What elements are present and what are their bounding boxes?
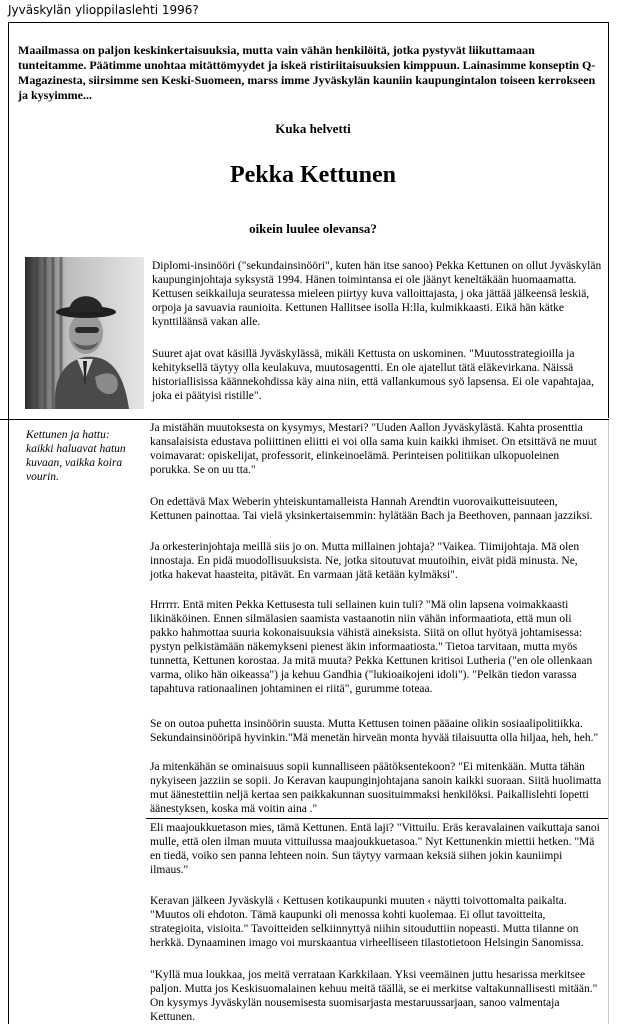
section-divider-lower: [146, 818, 608, 819]
frame-right-border: [608, 22, 609, 418]
frame-left-border: [8, 22, 9, 1024]
portrait-photo-icon: [25, 257, 144, 409]
article-paragraph: Ja mistähän muutoksesta on kysymys, Mestari? "Uuden Aallon Jyväskylästä. Kahta prosenttia kansalaisista edustava poliittinen eliitti ei voi olla sama kuin kaikki ihmiset. On etsittävä ne muut voimavarat: opiskelijat, professorit, elinkeinoelämä. Perinteisen politiikan ulkopuoleinen porukka. Se on uu tta.": [150, 422, 597, 476]
section-divider: [0, 419, 609, 420]
article-paragraph: "Kyllä mua loukkaa, jos meitä verrataan Karkkilaan. Yksi veemäinen juttu hesarissa merkitsee paljon. Mutta jos Keskisuomalainen kehuu meitä täällä, se ei merkitse valtakunnallisesti mitään." On kysymys Jyväskylän nousemisesta suomisarjasta mestaruussarjaan, sanoo valmentaja Kettunen.: [150, 969, 598, 1023]
article-paragraph: Keravan jälkeen Jyväskylä ‹ Kettusen kotikaupunki muuten ‹ näytti toivottomalta paikalta. "Muutos oli ehdoton. Tämä kaupunki oli menossa kohti kuolemaa. Ei ollut tavoitteita, strategioita, visioita." Tavoitteiden selkiinnyttyä niihin sitouduttiin nopeasti. Mutta tilanne on herkkä. Dynaaminen imago voi murskaantua virheelliseen tilastotietoon Helsingin Sanomissa.: [150, 895, 584, 949]
headline-name: Pekka Kettunen: [229, 162, 396, 188]
article-paragraph: Ja mitenkähän se ominaisuus sopii kunnalliseen päätöksentekoon? "Ei mitenkään. Mutta tähän nykyiseen jazziin se sopii. Jo Keravan kaupunginjohtajana sanoin kaikki suoraan. Siitä huolimatta mut äänestettiin neljä kertaa sen paikkakunnan suosituimmaksi henkilöksi. Paikallislehti lopetti äänestyksen, koska mä voitin aina .": [150, 761, 602, 815]
article-paragraph: On edettävä Max Weberin yhteiskuntamalleista Hannah Arendtin vuorovaikutteisuuteen, Kettunen painottaa. Tai vielä yksinkertaisemmin: hylätään Bach ja Beethoven, pannaan jazziksi.: [150, 496, 593, 522]
article-paragraph: Suuret ajat ovat käsillä Jyväskylässä, mikäli Kettusta on uskominen. "Muutosstrategioilla ja kehityksellä täytyy olla keulakuva, muutosagentti. En ole ajatellut tätä eläkevirkana. Näissä historiallisissa käännekohdissa käy aina niin, että vallankumous syö lapsensa. Ei ole vapahtajaa, joka ei päätyisi ristille".: [152, 348, 594, 402]
article-paragraph: Hrrrrr. Entä miten Pekka Kettusesta tuli sellainen kuin tuli? "Mä olin lapsena voimakkaasti likinäköinen. Ennen silmälasien saamista vastaanotin niin vähän informaatiota, että mun oli pakko hahmottaa suuria kokonaisuuksia vähistä aineksista. Siitä on ollut hyötyä johtamisessa: pystyn pelkistämään näkemykseni pienest äkin informaatiosta." Tietoa tarvitaan, mutta myös tunnetta, Kettunen korostaa. Ja mitä muuta? Pekka Kettunen kritisoi Lutheria ("en ole ollenkaan varma, oliko hän oikeassa") ja kehuu Gandhia ("lukioaikojeni idoli"). "Pelkän tiedon varassa tapahtuva rationaalinen johtaminen ei riitä", gurumme toteaa.: [150, 599, 593, 695]
article-paragraph: Diplomi-insinööri ("sekundainsinööri", kuten hän itse sanoo) Pekka Kettunen on ollut Jyväskylän kaupunginjohtaja syksystä 1994. Hänen toimintansa ei ole jäänyt keneltäkään huomaamatta. Kettusen seikkailuja seuratessa mieleen piirtyy kuva valloittajasta, j oka jättää jälkeensä leskiä, orpoja ja savuavia raunioita. Kettunen Hallitsee isolla H:lla, kulmikkaasti. Eikä hän kätke kynttiläänsä vakan alle.: [152, 260, 602, 328]
headline-subtitle: oikein luulee olevansa?: [249, 221, 377, 236]
portrait-photo: [25, 257, 144, 409]
article-paragraph: Ja orkesterinjohtaja meillä siis jo on. Mutta millainen johtaja? "Vaikea. Tiimijohtaja. Mä olen innostaja. En pidä muodollisuuksista. Ne, jotka sitoutuvat muutoihin, eivät pidä minusta. Ne, jotka hakevat haasteita, pitävät. En varmaan jätä ketään kylmäksi".: [150, 541, 580, 581]
photo-caption: Kettunen ja hattu: kaikki haluavat hatun kuvaan, vaikka koira vourin.: [26, 429, 126, 483]
page-title: Jyväskylän ylioppilaslehti 1996?: [8, 3, 199, 17]
headline-kuka: Kuka helvetti: [275, 121, 351, 136]
article-paragraph: Se on outoa puhetta insinöörin suusta. Mutta Kettusen toinen pääaine olikin sosiaalipolitiikka. Sekundainsinööripä hyvinkin."Mä menetän hirveän monta hyvää tilaisuutta olla hiljaa, heh, heh.": [150, 718, 599, 744]
title-rule: [8, 22, 609, 23]
frame-right-border-lower: [608, 420, 609, 1024]
intro-paragraph: Maailmassa on paljon keskinkertaisuuksia, mutta vain vähän henkilöitä, jotka pystyvät liikuttamaan tunteitamme. Päätimme unohtaa mitättömyydet ja iskeä ristiriitaisuuksien kimppuun. Lainasimme konseptin Q-Magazinesta, siirsimme sen Keski-Suomeen, marss imme Jyväskylän kauniin kaupungintalon toiseen kerrokseen ja kysyimme...: [18, 43, 596, 102]
article-paragraph: Eli maajoukkuetason mies, tämä Kettunen. Entä laji? "Vittuilu. Eräs keravalainen vaikuttaja sanoi mulle, että olen ilman muuta vittuilussa maajoukkuetasoa." Nyt Kettunenkin miettii hetken. "Mä en tiedä, voiko sen panna lehteen noin. Sun täytyy varmaan keksiä siihen jokin kauniimpi ilmaus.": [150, 822, 600, 876]
